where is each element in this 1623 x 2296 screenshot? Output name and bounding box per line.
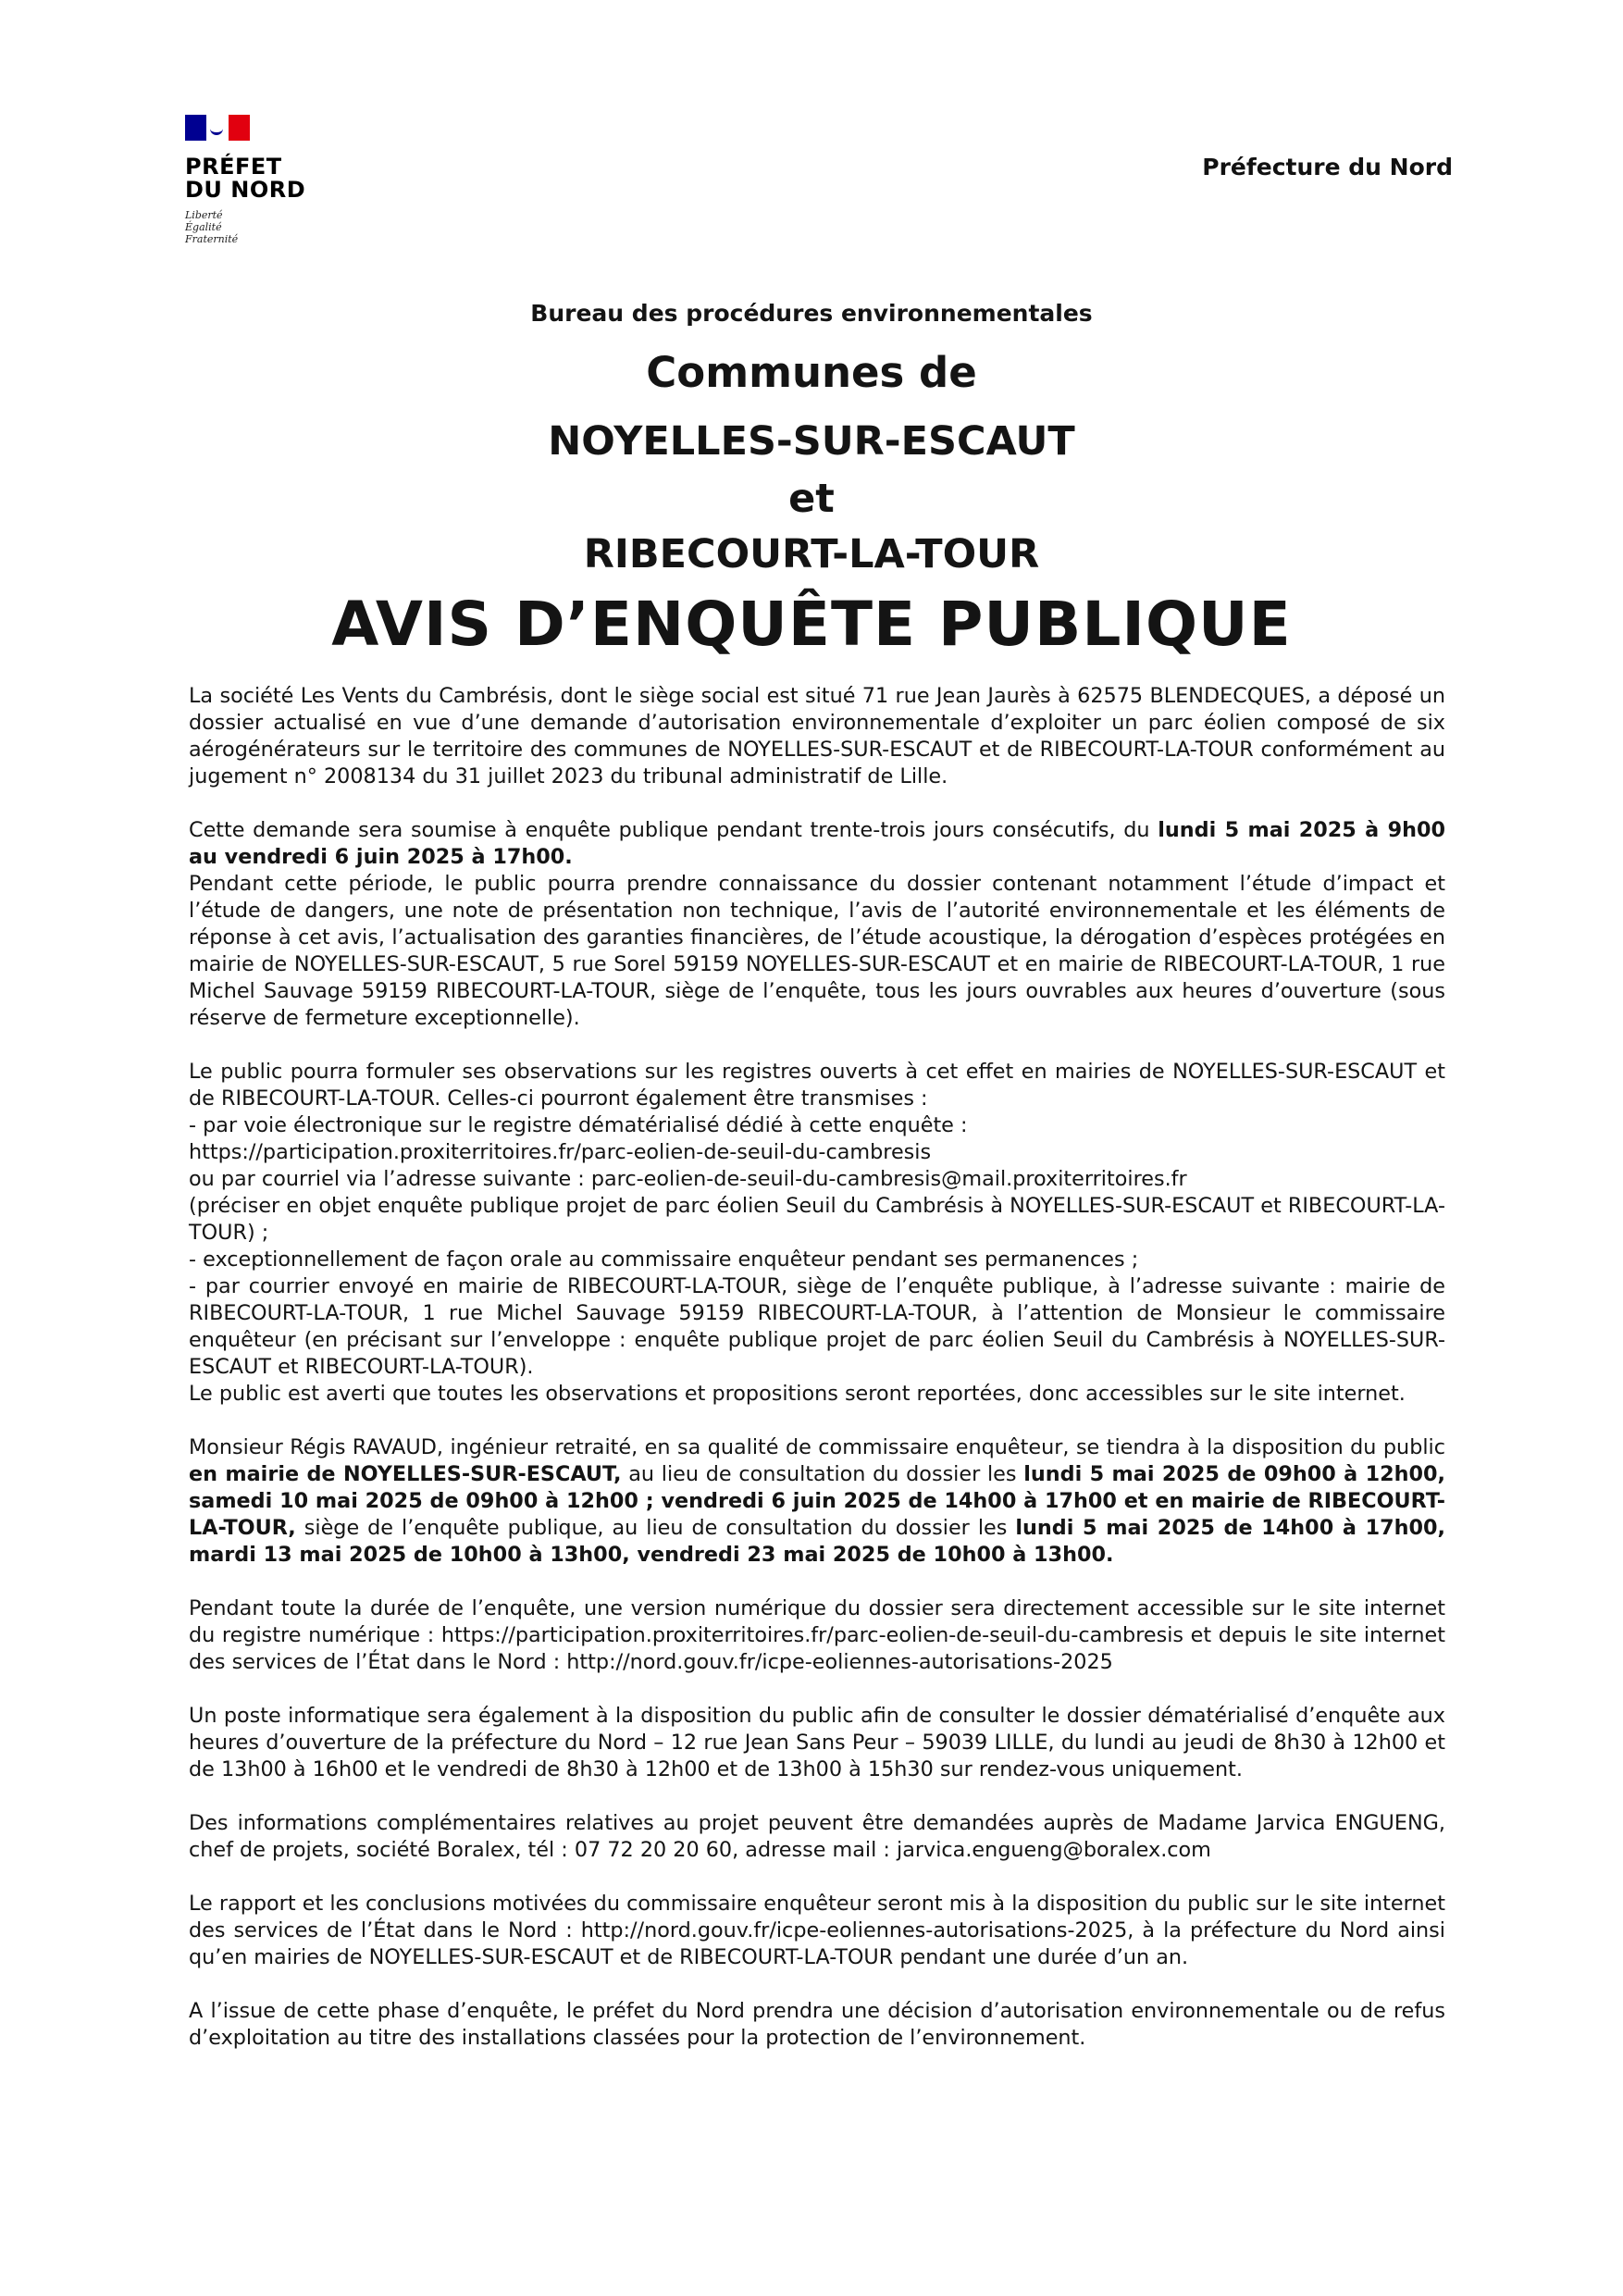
republic-motto: [185, 209, 333, 245]
motto-liberte: Liberté: [185, 209, 223, 221]
prefet-logo: [185, 115, 333, 245]
registry-link[interactable]: https://participation.proxiterritoires.fr/parc-eolien-de-seuil-du-cambresis: [189, 1140, 932, 1164]
bureau-title: Bureau des procédures environnementales: [530, 300, 1093, 327]
observations-intro: Le public pourra formuler ses observations sur les registres ouverts à cet effet en mairies de NOYELLES-SUR-ESCAUT et de RIBECOURT-LA-TOUR. Celles-ci pourront également être transmises :: [189, 1060, 1445, 1111]
paragraph-observations: [189, 1059, 1445, 1408]
observations-electronic: - par voie électronique sur le registre dématérialisé dédié à cette enquête :: [189, 1113, 968, 1137]
commissioner-bold-3: lundi 5 mai 2025 de 14h00 à 17h00, mardi 13 mai 2025 de 10h00 à 13h00, vendredi 23 mai 2025 de 10h00 à 13h00.: [189, 1516, 1445, 1567]
observations-email[interactable]: ou par courriel via l’adresse suivante : parc-eolien-de-seuil-du-cambresis@mail.proxiterritoires.fr: [189, 1167, 1187, 1191]
logo-title: [185, 155, 333, 202]
paragraph-decision: A l’issue de cette phase d’enquête, le préfet du Nord prendra une décision d’autorisation environnementale ou de refus d’exploitation au titre des installations classées pour la protection de l’environnement.: [189, 1999, 1445, 2050]
notice-body: [189, 683, 1445, 2079]
observations-subject: (préciser en objet enquête publique projet de parc éolien Seuil du Cambrésis à NOYELLES-SUR-ESCAUT et RIBECOURT-LA-TOUR) ;: [189, 1194, 1445, 1245]
paragraph-commissioner: [189, 1434, 1445, 1569]
title-commune-1: NOYELLES-SUR-ESCAUT: [548, 418, 1075, 465]
commissioner-bold-1: en mairie de NOYELLES-SUR-ESCAUT,: [189, 1462, 622, 1486]
paragraph-computer: Un poste informatique sera également à la disposition du public afin de consulter le dossier dématérialisé d’enquête aux heures d’ouverture de la préfecture du Nord – 12 rue Jean Sans Peur – 59039 LILLE, du lundi au jeudi de 8h30 à 12h00 et de 13h00 à 16h00 et le vendredi de 8h30 à 12h00 et de 13h00 à 15h30 sur rendez-vous uniquement.: [189, 1704, 1445, 1781]
commissioner-text-1: Monsieur Régis RAVAUD, ingénieur retraité, en sa qualité de commissaire enquêteur, se tiendra à la disposition du public: [189, 1435, 1445, 1459]
title-conjunction: et: [788, 476, 835, 522]
paragraph-digital: Pendant toute la durée de l’enquête, une version numérique du dossier sera directement accessible sur le site internet du registre numérique : https://participation.proxiterritoires.fr/parc-eolien-de-seuil-du-cambresis et depuis le site internet des services de l’État dans le Nord : http://nord.gouv.fr/icpe-eoliennes-autorisations-2025: [189, 1596, 1445, 1674]
logo-line-2: DU NORD: [185, 177, 306, 203]
dates-bold: lundi 5 mai 2025 à 9h00 au vendredi 6 juin 2025 à 17h00.: [189, 818, 1445, 869]
commissioner-bold-2: lundi 5 mai 2025 de 09h00 à 12h00, samedi 10 mai 2025 de 09h00 à 12h00 ; vendredi 6 juin 2025 de 14h00 à 17h00 et en mairie de RIBECOURT-LA-TOUR,: [189, 1462, 1445, 1540]
observations-oral: - exceptionnellement de façon orale au commissaire enquêteur pendant ses permanences ;: [189, 1247, 1139, 1272]
paragraph-consultation: Pendant cette période, le public pourra prendre connaissance du dossier contenant notamment l’étude d’impact et l’étude de dangers, une note de présentation non technique, l’avis de l’autorité environnementale et les éléments de réponse à cet avis, l’actualisation des garanties financières, de l’étude acoustique, la dérogation d’espèces protégées en mairie de NOYELLES-SUR-ESCAUT, 5 rue Sorel 59159 NOYELLES-SUR-ESCAUT et en mairie de RIBECOURT-LA-TOUR, 1 rue Michel Sauvage 59159 RIBECOURT-LA-TOUR, siège de l’enquête, tous les jours ouvrables aux heures d’ouverture (sous réserve de fermeture exceptionnelle).: [189, 872, 1445, 1030]
motto-fraternite: Fraternité: [185, 233, 239, 245]
commissioner-text-2: au lieu de consultation du dossier les: [621, 1462, 1024, 1486]
dates-text: Cette demande sera soumise à enquête publique pendant trente-trois jours consécutifs, du: [189, 818, 1158, 842]
title-commune-2: RIBECOURT-LA-TOUR: [583, 531, 1040, 577]
commissioner-text-3: siège de l’enquête publique, au lieu de consultation du dossier les: [295, 1516, 1016, 1540]
page-title: AVIS D’ENQUÊTE PUBLIQUE: [331, 589, 1292, 660]
prefecture-label: Préfecture du Nord: [1202, 154, 1453, 180]
paragraph-dates: [189, 817, 1445, 871]
paragraph-applicant: La société Les Vents du Cambrésis, dont le siège social est situé 71 rue Jean Jaurès à 62575 BLENDECQUES, a déposé un dossier actualisé en vue d’une demande d’autorisation environnementale d’exploiter un parc éolien composé de six aérogénérateurs sur le territoire des communes de NOYELLES-SUR-ESCAUT et de RIBECOURT-LA-TOUR conformément au jugement n° 2008134 du 31 juillet 2023 du tribunal administratif de Lille.: [189, 684, 1445, 788]
motto-egalite: Égalité: [185, 221, 222, 233]
logo-line-1: PRÉFET: [185, 154, 282, 180]
observations-notice: Le public est averti que toutes les observations et propositions seront reportées, donc accessibles sur le site internet.: [189, 1382, 1406, 1406]
title-communes: Communes de: [646, 348, 977, 397]
marianne-flag-icon: [185, 115, 250, 141]
observations-mail: - par courrier envoyé en mairie de RIBECOURT-LA-TOUR, siège de l’enquête publique, à l’adresse suivante : mairie de RIBECOURT-LA-TOUR, 1 rue Michel Sauvage 59159 RIBECOURT-LA-TOUR, à l’attention de Monsieur le commissaire enquêteur (en précisant sur l’enveloppe : enquête publique projet de parc éolien Seuil du Cambrésis à NOYELLES-SUR-ESCAUT et RIBECOURT-LA-TOUR).: [189, 1274, 1445, 1379]
paragraph-report: Le rapport et les conclusions motivées du commissaire enquêteur seront mis à la disposition du public sur le site internet des services de l’État dans le Nord : http://nord.gouv.fr/icpe-eoliennes-autorisations-2025, à la préfecture du Nord ainsi qu’en mairies de NOYELLES-SUR-ESCAUT et de RIBECOURT-LA-TOUR pendant une durée d’un an.: [189, 1892, 1445, 1969]
paragraph-contact: Des informations complémentaires relatives au projet peuvent être demandées auprès de Madame Jarvica ENGUENG, chef de projets, société Boralex, tél : 07 72 20 20 60, adresse mail : jarvica.engueng@boralex.com: [189, 1811, 1445, 1862]
